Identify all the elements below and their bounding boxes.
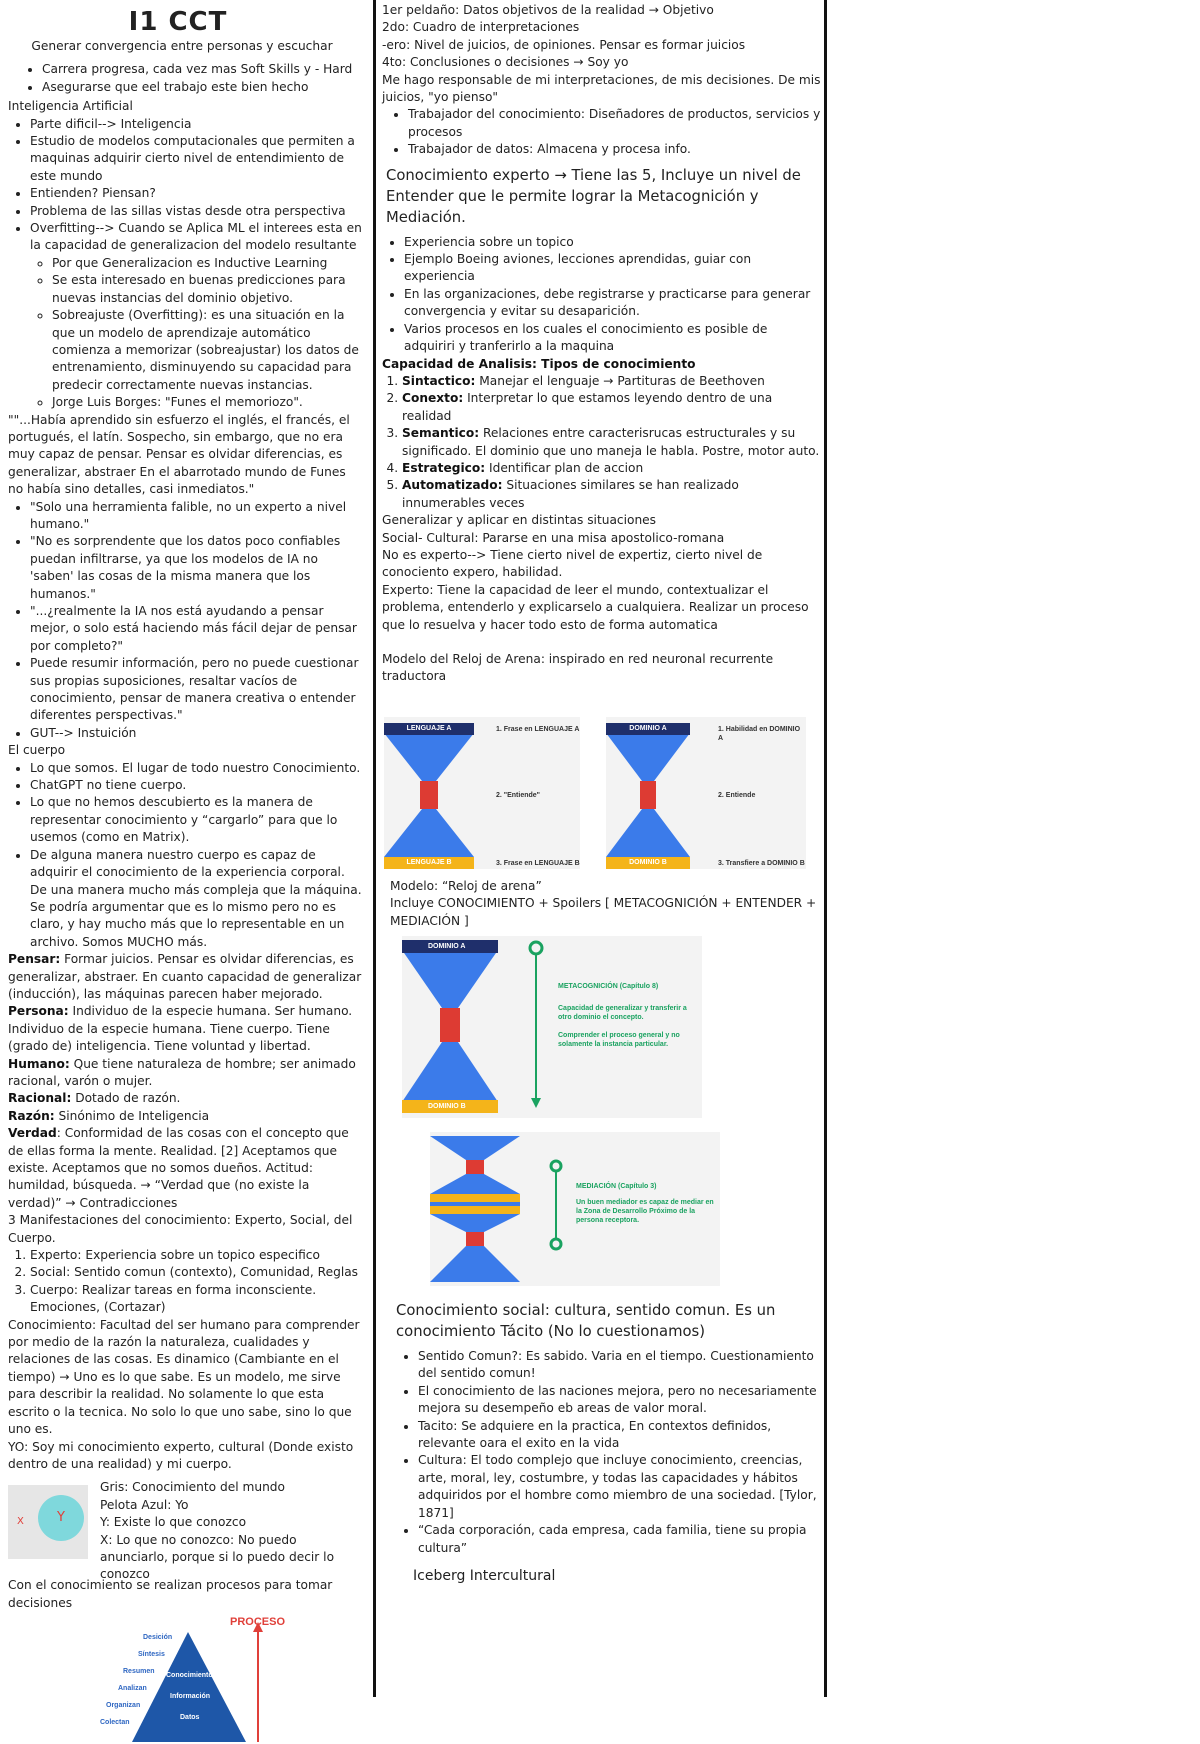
hourglass-step: 2. "Entiende": [496, 791, 540, 799]
pyramid-step: Resumen: [123, 1668, 155, 1676]
reloj-text: Modelo del Reloj de Arena: inspirado en red neuronal recurrente traductora: [382, 652, 774, 684]
pyramid-step: Organizan: [106, 1702, 141, 1710]
left-column: [8, 0, 364, 1727]
list-item: • El conocimiento de las naciones mejora, pero no necesariamente mejora su desempeño eb areas de valor moral.: [418, 1383, 822, 1418]
list-item: • Trabajador de datos: Almacena y procesa info.: [408, 141, 822, 158]
definition-term: Pensar:: [8, 952, 61, 967]
analisis-heading-text: Capacidad de Analisis: Tipos de conocimiento: [382, 356, 696, 371]
hourglass-band: [430, 1206, 520, 1214]
list-item: • Cultura: El todo complejo que incluye conocimiento, creencias, arte, moral, ley, costumbre, y todas las capacidades y hábitos adquiridos por el hombre como miembro de una sociedad. [Tylor, 1871]: [418, 1452, 822, 1522]
list-item: [402, 477, 822, 512]
modelo-label: Modelo: “Reloj de arena”: [390, 878, 542, 893]
mediacion-figure: [430, 1132, 720, 1286]
pyramid-level: Información: [170, 1693, 211, 1701]
social-heading: Conocimiento social: cultura, sentido comun. Es un conocimiento Tácito (No lo cuestionamos): [396, 1302, 776, 1341]
meta-title: METACOGNICIÓN (Capítulo 8): [558, 983, 659, 991]
list-item: • ChatGPT no tiene cuerpo.: [30, 777, 364, 794]
step-line: 4to: Conclusiones o decisiones → Soy yo: [382, 55, 629, 70]
hourglass-lenguaje-svg: [384, 717, 580, 869]
tipo-term: Conexto:: [402, 391, 464, 406]
meta-bottom-label: DOMINIO B: [402, 1100, 498, 1113]
med-title: MEDIACIÓN (Capítulo 3): [576, 1183, 657, 1191]
hourglass-row: [382, 717, 822, 883]
definition-text: Sinónimo de Inteligencia: [54, 1108, 210, 1123]
tipo-text: Identificar plan de accion: [485, 460, 644, 475]
hourglass-neck: [640, 781, 656, 809]
intro-list: [8, 61, 364, 96]
list-item: [402, 460, 822, 477]
definition-text: Formar juicios. Pensar es olvidar diferencias, es generalizar, abstraer. En cuanto capacidad de generalizar (inducción), las máquinas parecen haber mejorado.: [8, 952, 362, 1001]
hourglass-bottom-label: DOMINIO B: [606, 857, 690, 869]
step-line: -ero: Nivel de juicios, de opiniones. Pensar es formar juicios: [382, 37, 746, 52]
definition-text: : Conformidad de las cosas con el concepto que de ellas forma la mente. Realidad. [2] Aceptamos que existe. Aceptamos que no somos dueños. Actitud: humildad, búsqueda. → “Verdad que (no existe la verdad)” → Contradicciones: [8, 1126, 349, 1210]
list-item: • Entienden? Piensan?: [30, 185, 364, 202]
list-item: • Asegurarse que eel trabajo este bien hecho: [42, 79, 364, 96]
meta-line: Capacidad de generalizar y transferir a otro dominio el concepto.: [558, 1005, 687, 1022]
list-item: • Experiencia sobre un topico: [404, 234, 822, 251]
metacognicion-svg: [402, 936, 702, 1118]
hourglass-bottom: [384, 809, 474, 857]
proceso-intro: Con el conocimiento se realizan procesos para tomar decisiones: [8, 1578, 333, 1610]
definition-term: Verdad: [8, 1126, 57, 1141]
definition-humano: [8, 1056, 364, 1091]
hourglass-top: [384, 733, 474, 781]
legend-item: Pelota Azul: Yo: [100, 1497, 189, 1512]
modelo-description: Incluye CONOCIMIENTO + Spoilers [ METACOGNICIÓN + ENTENDER + MEDIACIÓN ]: [390, 896, 817, 928]
list-item: [402, 425, 822, 460]
definition-text: Dotado de razón.: [71, 1091, 181, 1106]
hourglass-top: [606, 733, 690, 781]
definition-razon: [8, 1108, 364, 1125]
definition-term: Razón:: [8, 1108, 55, 1123]
list-item: • Lo que no hemos descubierto es la manera de representar conocimiento y “cargarlo” para que lo usemos (como en Matrix).: [30, 794, 364, 846]
definition-verdad: [8, 1125, 364, 1212]
iceberg-label: Iceberg Intercultural: [413, 1567, 556, 1584]
pyramid-step: Colectan: [100, 1719, 130, 1727]
workers-list: [382, 106, 822, 158]
hourglass-neck: [466, 1232, 484, 1246]
manifestaciones-heading: 3 Manifestaciones del conocimiento: Experto, Social, del Cuerpo.: [8, 1213, 353, 1245]
tipo-text: Manejar el lenguaje → Partituras de Beethoven: [475, 373, 765, 388]
hourglass-band-gap: [430, 1202, 520, 1206]
tipo-text: Situaciones similares se han realizado innumerables veces: [402, 478, 739, 510]
hourglass-bottom: [606, 809, 690, 857]
list-item: • “Cada corporación, cada empresa, cada familia, tiene su propia cultura”: [418, 1522, 822, 1557]
analisis-heading: [382, 356, 822, 373]
definition-pensar: [8, 951, 364, 1003]
pyramid-level: Datos: [180, 1714, 200, 1722]
list-item: [30, 220, 364, 411]
hourglass-step: 1. Habilidad en DOMINIO A: [718, 725, 801, 742]
list-item: 2. Social: Sentido comun (contexto), Comunidad, Reglas: [30, 1264, 364, 1281]
meta-line: Comprender el proceso general y no solamente la instancia particular.: [558, 1032, 680, 1049]
definition-term: Racional:: [8, 1091, 72, 1106]
column-divider-left: [373, 0, 376, 1697]
hourglass-lenguaje: [384, 717, 580, 869]
right-column: [382, 0, 822, 1697]
definition-persona: [8, 1003, 364, 1055]
list-item: • Lo que somos. El lugar de todo nuestro Conocimiento.: [30, 760, 364, 777]
paragraph: Experto: Tiene la capacidad de leer el mundo, contextualizar el problema, entenderlo y explicarselo a cualquiera. Realizar un proceso que lo resuelva y hacer todo esto de forma automatica: [382, 582, 809, 632]
legend-item: Y: Existe lo que conozco: [100, 1515, 247, 1530]
cuerpo-list: [8, 760, 364, 951]
sublist-item: ◦ Por que Generalizacion es Inductive Learning: [52, 255, 364, 272]
hourglass-mid-bottom: [430, 1214, 520, 1232]
hourglass-step: 3. Frase en LENGUAJE B: [496, 859, 580, 867]
hourglass-top: [402, 950, 498, 1008]
definition-term: Humano:: [8, 1056, 70, 1071]
venn-section: [8, 1479, 364, 1582]
pyramid-figure: [8, 1614, 364, 1744]
experto-heading: Conocimiento experto → Tiene las 5, Incluye un nivel de Entender que le permite lograr la Metacognición y Mediación.: [386, 166, 801, 226]
list-item: • Tacito: Se adquiere en la practica, En contextos definidos, relevante oara el exito en la vida: [418, 1418, 822, 1453]
cuerpo-heading: El cuerpo: [8, 743, 66, 758]
list-item: 1. Experto: Experiencia sobre un topico especifico: [30, 1247, 364, 1264]
list-item: • Varios procesos en los cuales el conocimiento es posible de adquiriri y tranferirlo a la maquina: [404, 321, 822, 356]
sublist-item: ◦ Jorge Luis Borges: "Funes el memoriozo".: [52, 394, 364, 411]
tipo-term: Estrategico:: [402, 460, 486, 475]
legend-item: X: Lo que no conozco: No puedo anunciarlo, porque si lo puedo decir lo conozco: [100, 1532, 335, 1582]
list-item: • De alguna manera nuestro cuerpo es capaz de adquirir el conocimiento de la experiencia corporal. De una manera mucho más compleja que la máquina. Se podría argumentar que es lo mismo pero no es claro, y hay mucho más que lo representable en un archivo. Somos MUCHO más.: [30, 847, 364, 951]
sublist-item: ◦ Se esta interesado en buenas predicciones para nuevas instancias del dominio objetivo.: [52, 272, 364, 307]
hourglass-step: 1. Frase en LENGUAJE A: [496, 725, 580, 733]
legend-item: Gris: Conocimiento del mundo: [100, 1480, 286, 1495]
list-item: 3. Cuerpo: Realizar tareas en forma inconsciente. Emociones, (Cortazar): [30, 1282, 364, 1317]
yo-definition: YO: Soy mi conocimiento experto, cultural (Donde existo dentro de una realidad) y mi cuerpo.: [8, 1439, 354, 1471]
social-list: [382, 1348, 822, 1557]
pyramid-step: Analizan: [118, 1685, 147, 1693]
hourglass-top-label: LENGUAJE A: [384, 723, 474, 735]
hourglass-top: [430, 1136, 520, 1160]
definition-text: Individuo de la especie humana. Ser humano. Individuo de la especie humana. Tiene cuerpo. Tiene (grado de) inteligencia. Tiene voluntad y libertad.: [8, 1004, 353, 1054]
list-item: [402, 373, 822, 390]
list-item: • "No es sorprendente que los datos poco confiables puedan infiltrarse, ya que los modelos de IA no 'saben' las cosas de la misma manera que los humanos.": [30, 533, 364, 603]
hourglass-bottom-label: LENGUAJE B: [384, 857, 474, 869]
step-line: Me hago responsable de mi interpretaciones, de mis decisiones. De mis juicios, "yo pienso": [382, 72, 821, 105]
tipo-term: Sintactico:: [402, 373, 476, 388]
hourglass-neck: [420, 781, 438, 809]
pyramid-step: Desición: [143, 1634, 173, 1642]
pyramid-level: Conocimiento: [166, 1672, 213, 1680]
column-divider-right: [824, 0, 827, 1697]
hourglass-bottom: [430, 1246, 520, 1282]
list-item: • GUT--> Instuición: [30, 725, 364, 742]
list-item: • Carrera progresa, cada vez mas Soft Skills y - Hard: [42, 61, 364, 78]
meta-top-label: DOMINIO A: [402, 940, 498, 953]
list-item: • Ejemplo Boeing aviones, lecciones aprendidas, guiar con experiencia: [404, 251, 822, 286]
list-item: [402, 390, 822, 425]
pyramid-title: PROCESO: [230, 1616, 286, 1629]
hourglass-bottom: [402, 1042, 498, 1102]
venn-diagram: [8, 1485, 88, 1559]
tipo-text: Relaciones entre caracterisrucas estructurales y su significado. El dominio que uno maneja le habla. Postre, motor auto.: [402, 426, 820, 458]
arrow-start-dot: [551, 1161, 561, 1171]
hourglass-mid-top: [430, 1174, 520, 1194]
manifestaciones-list: [8, 1247, 364, 1317]
ia-quotes-list: [8, 499, 364, 743]
hourglass-step: 2. Entiende: [718, 791, 756, 799]
step-line: 1er peldaño: Datos objetivos de la realidad → Objetivo: [382, 3, 714, 17]
list-item: • Problema de las sillas vistas desde otra perspectiva: [30, 203, 364, 220]
list-item: • Puede resumir información, pero no puede cuestionar sus propias suposiciones, resaltar vacíos de conocimiento, pensar de manera creativa o entender diferentes perspectivas.": [30, 655, 364, 725]
overfitting-sublist: [30, 255, 364, 412]
arrow-start-dot: [530, 942, 542, 954]
experto-list: [382, 234, 822, 356]
med-line: Un buen mediador es capaz de mediar en la Zona de Desarrollo Próximo de la persona receptora.: [576, 1199, 714, 1225]
list-item: • Trabajador del conocimiento: Diseñadores de productos, servicios y procesos: [408, 106, 822, 141]
list-item: • Parte dificil--> Inteligencia: [30, 116, 364, 133]
ia-heading: Inteligencia Artificial: [8, 99, 133, 114]
hourglass-step: 3. Transfiere a DOMINIO B: [718, 859, 805, 867]
tipo-text: Interpretar lo que estamos leyendo dentro de una realidad: [402, 391, 773, 423]
hourglass-band: [430, 1194, 520, 1202]
paragraph: Generalizar y aplicar en distintas situaciones: [382, 513, 657, 528]
conocimiento-definition: Conocimiento: Facultad del ser humano para comprender por medio de la razón la naturaleza, cualidades y relaciones de las cosas. Es dinamico (Cambiante en el tiempo) → Uno es lo que sabe. Es un modelo, me sirve para describir la realidad. No solamente lo que esta escrito o la tecnica. No solo lo que uno sabe, sino lo que uno es.: [8, 1317, 360, 1437]
list-item: • "Solo una herramienta falible, no un experto a nivel humano.": [30, 499, 364, 534]
list-item: • "...¿realmente la IA nos está ayudando a pensar mejor, o solo está haciendo más fácil dejar de pensar por completo?": [30, 603, 364, 655]
venn-x-label: X: [17, 1516, 24, 1528]
hourglass-neck: [466, 1160, 484, 1174]
metacognicion-figure: [402, 936, 702, 1118]
pyramid-triangle: [132, 1632, 246, 1742]
hourglass-dominio: [606, 717, 806, 869]
list-item: • Estudio de modelos computacionales que permiten a maquinas adquirir cierto nivel de entendimiento de este mundo: [30, 133, 364, 185]
intro-text: Generar convergencia entre personas y escuchar: [31, 39, 333, 53]
pyramid-step: Síntesis: [138, 1651, 165, 1659]
pyramid-svg: [88, 1614, 388, 1744]
paragraph: Social- Cultural: Pararse en una misa apostolico-romana: [382, 530, 725, 545]
list-item-text: Overfitting--> Cuando se Aplica ML el interees esta en la capacidad de generalizacion del modelo resultante: [30, 221, 362, 253]
borges-quote: ""...Había aprendido sin esfuerzo el inglés, el francés, el portugués, el latín. Sospecho, sin embargo, que no era muy capaz de pensar. Pensar es olvidar diferencias, es generalizar, abstraer En el abarrotado mundo de Funes no había sino detalles, casi inmediatos.": [8, 412, 350, 497]
list-item: • Sentido Comun?: Es sabido. Varia en el tiempo. Cuestionamiento del sentido comun!: [418, 1348, 822, 1383]
definition-term: Persona:: [8, 1004, 69, 1019]
paragraph: No es experto--> Tiene cierto nivel de expertiz, cierto nivel de conociento expero, habilidad.: [382, 547, 763, 580]
definition-racional: [8, 1090, 364, 1107]
metacognicion-arrowhead: [531, 1098, 541, 1108]
venn-legend: [100, 1479, 364, 1583]
tipo-term: Automatizado:: [402, 478, 503, 493]
arrow-end-dot: [551, 1239, 561, 1249]
hourglass-neck: [440, 1008, 460, 1042]
sublist-item: ◦ Sobreajuste (Overfitting): es una situación en la que un modelo de aprendizaje automático comienza a memorizar (sobreajustar) los datos de entrenamiento, disminuyendo su capacidad para predecir correctamente nuevas instancias.: [52, 307, 364, 394]
step-line: 2do: Cuadro de interpretaciones: [382, 20, 580, 35]
tipos-list: [382, 373, 822, 512]
page-title: I1 CCT: [128, 7, 228, 37]
hourglass-top-label: DOMINIO A: [606, 723, 690, 735]
tipo-term: Semantico:: [402, 426, 480, 441]
definition-text: Que tiene naturaleza de hombre; ser animado racional, varón o mujer.: [8, 1056, 356, 1088]
venn-circle: Y: [38, 1495, 84, 1541]
list-item: • En las organizaciones, debe registrarse y practicarse para generar convergencia y evitar su desaparición.: [404, 286, 822, 321]
ia-list: [8, 116, 364, 412]
